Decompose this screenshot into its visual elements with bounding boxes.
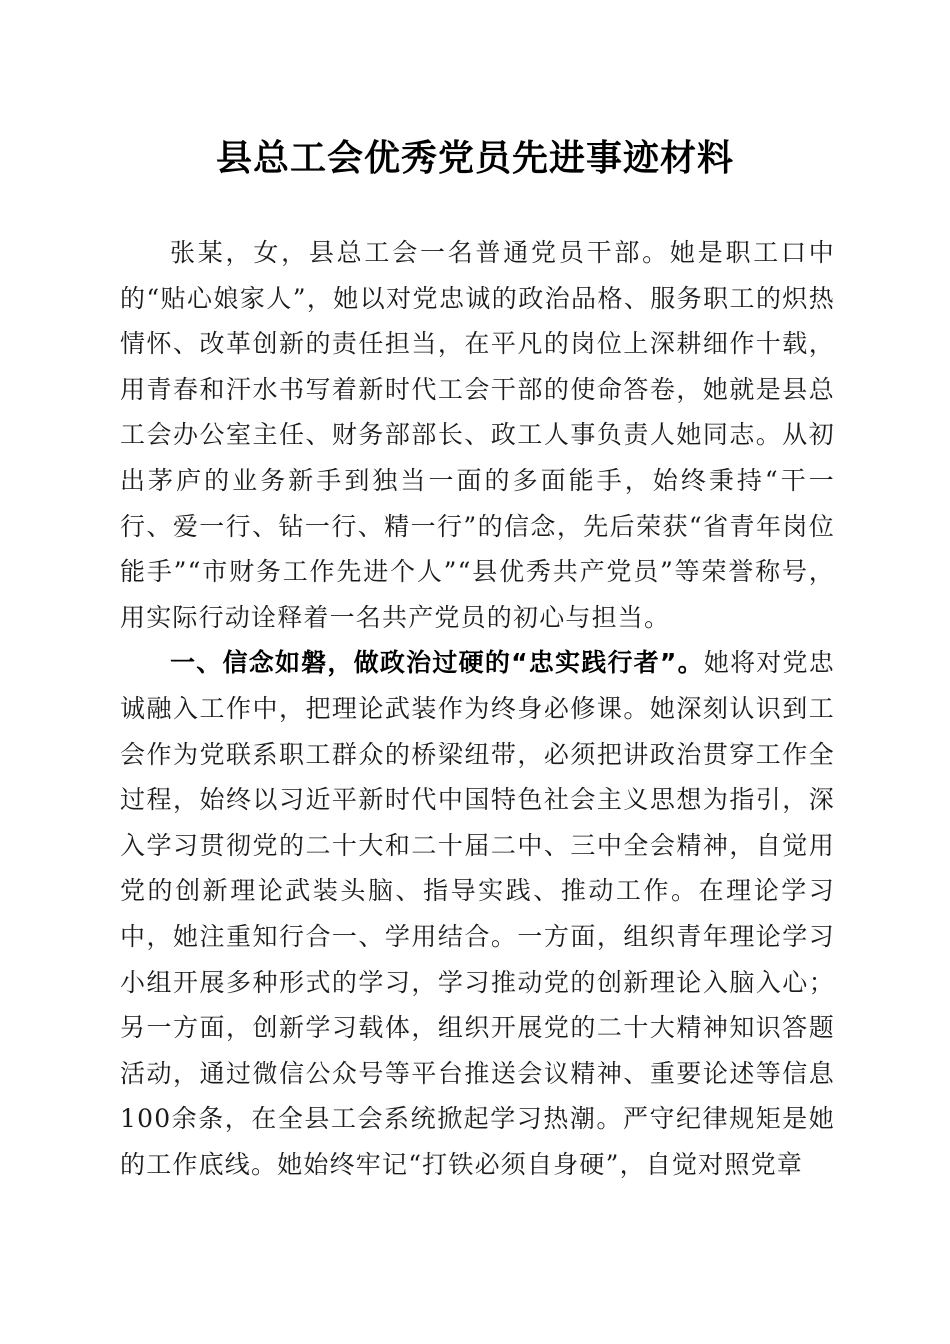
section-one-text: 她将对党忠诚融入工作中，把理论武装作为终身必修课。她深刻认识到工会作为党联系职工群众的桥梁纽带，必须把讲政治贯穿工作全过程，始终以习近平新时代中国特色社会主义思想为指引，深入学习贯彻党的二十大和二十届二中、三中全会精神，自觉用党的创新理论武装头脑、指导实践、推动工作。在理论学习中，她注重知行合一、学用结合。一方面，组织青年理论学习小组开展多种形式的学习，学习推动党的创新理论入脑入心；另一方面，创新学习载体，组织开展党的二十大精神知识答题活动，通过微信公众号等平台推送会议精神、重要论述等信息100余条，在全县工会系统掀起学习热潮。严守纪律规矩是她的工作底线。她始终牢记“打铁必须自身硬”，自觉对照党章	[120, 648, 835, 1179]
document-title: 县总工会优秀党员先进事迹材料	[215, 137, 734, 179]
document-body	[120, 230, 835, 1187]
intro-paragraph-text: 张某，女，县总工会一名普通党员干部。她是职工口中的“贴心娘家人”，她以对党忠诚的政治品格、服务职工的炽热情怀、改革创新的责任担当，在平凡的岗位上深耕细作十载，用青春和汗水书写着新时代工会干部的使命答卷，她就是县总工会办公室主任、财务部部长、政工人事负责人她同志。从初出茅庐的业务新手到独当一面的多面能手，始终秉持“干一行、爱一行、钻一行、精一行”的信念，先后荣获“省青年岗位能手”“市财务工作先进个人”“县优秀共产党员”等荣誉称号，用实际行动诠释着一名共产党员的初心与担当。	[120, 238, 835, 632]
section-one-heading: 一、信念如磐，做政治过硬的“忠实践行者”。	[170, 648, 704, 678]
section-one-paragraph	[120, 640, 835, 1187]
intro-paragraph	[120, 230, 835, 640]
